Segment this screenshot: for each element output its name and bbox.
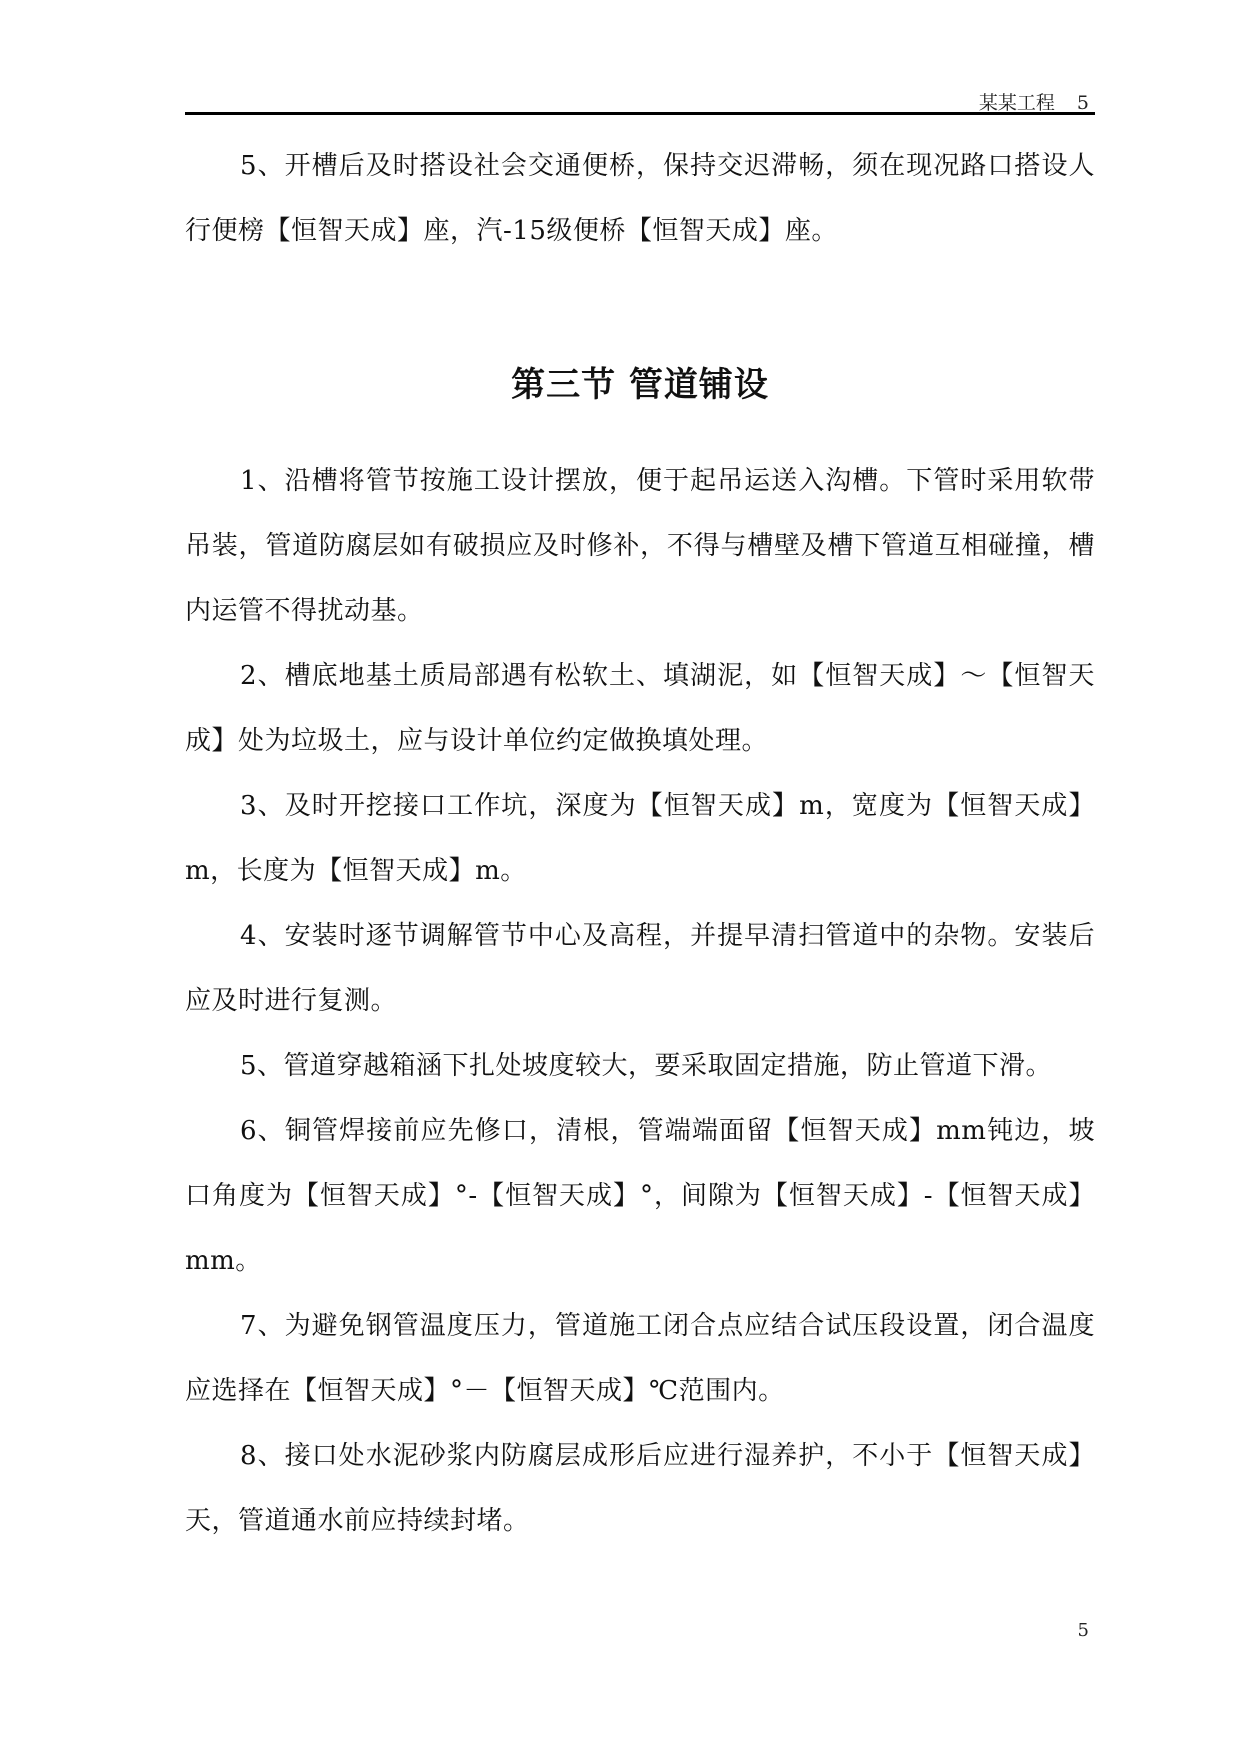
paragraph-item-5: 5、管道穿越箱涵下扎处坡度较大，要采取固定措施，防止管道下滑。 [240,1051,1053,1081]
paragraph-item-1: 1、沿槽将管节按施工设计摆放，便于起吊运送入沟槽。下管时采用软带吊装，管道防腐层如有破损应及时修补，不得与槽壁及槽下管道互相碰撞，槽内运管不得扰动基。 [185,466,1095,626]
paragraph-item-4: 4、安装时逐节调解管节中心及高程，并提早清扫管道中的杂物。安装后应及时进行复测。 [185,921,1095,1016]
paragraph-item-8: 8、接口处水泥砂浆内防腐层成形后应进行湿养护，不小于【恒智天成】天，管道通水前应持续封堵。 [185,1441,1095,1536]
section-heading: 第三节 管道铺设 [511,365,769,405]
paragraph-prev-item-5: 5、开槽后及时搭设社会交通便桥，保持交迟滞畅，须在现况路口搭设人行便榜【恒智天成】座，汽-15级便桥【恒智天成】座。 [185,151,1095,246]
paragraph-item-7: 7、为避免钢管温度压力，管道施工闭合点应结合试压段设置，闭合温度应选择在【恒智天成】°－【恒智天成】℃范围内。 [185,1311,1095,1406]
header-title: 某某工程 [978,92,1055,114]
paragraph-item-6: 6、铜管焊接前应先修口，清根，管端端面留【恒智天成】mm钝边，坡口角度为【恒智天成】°-【恒智天成】°，间隙为【恒智天成】-【恒智天成】mm。 [185,1116,1095,1276]
header-page-number: 5 [1076,92,1089,114]
running-header [979,88,1089,115]
footer-page-number: 5 [1077,1620,1089,1641]
paragraph-item-2: 2、槽底地基土质局部遇有松软土、填湖泥，如【恒智天成】～【恒智天成】处为垃圾土，应与设计单位约定做换填处理。 [185,661,1095,756]
paragraph-item-3: 3、及时开挖接口工作坑，深度为【恒智天成】m，宽度为【恒智天成】m，长度为【恒智天成】m。 [185,791,1095,886]
header-rule [185,112,1095,115]
